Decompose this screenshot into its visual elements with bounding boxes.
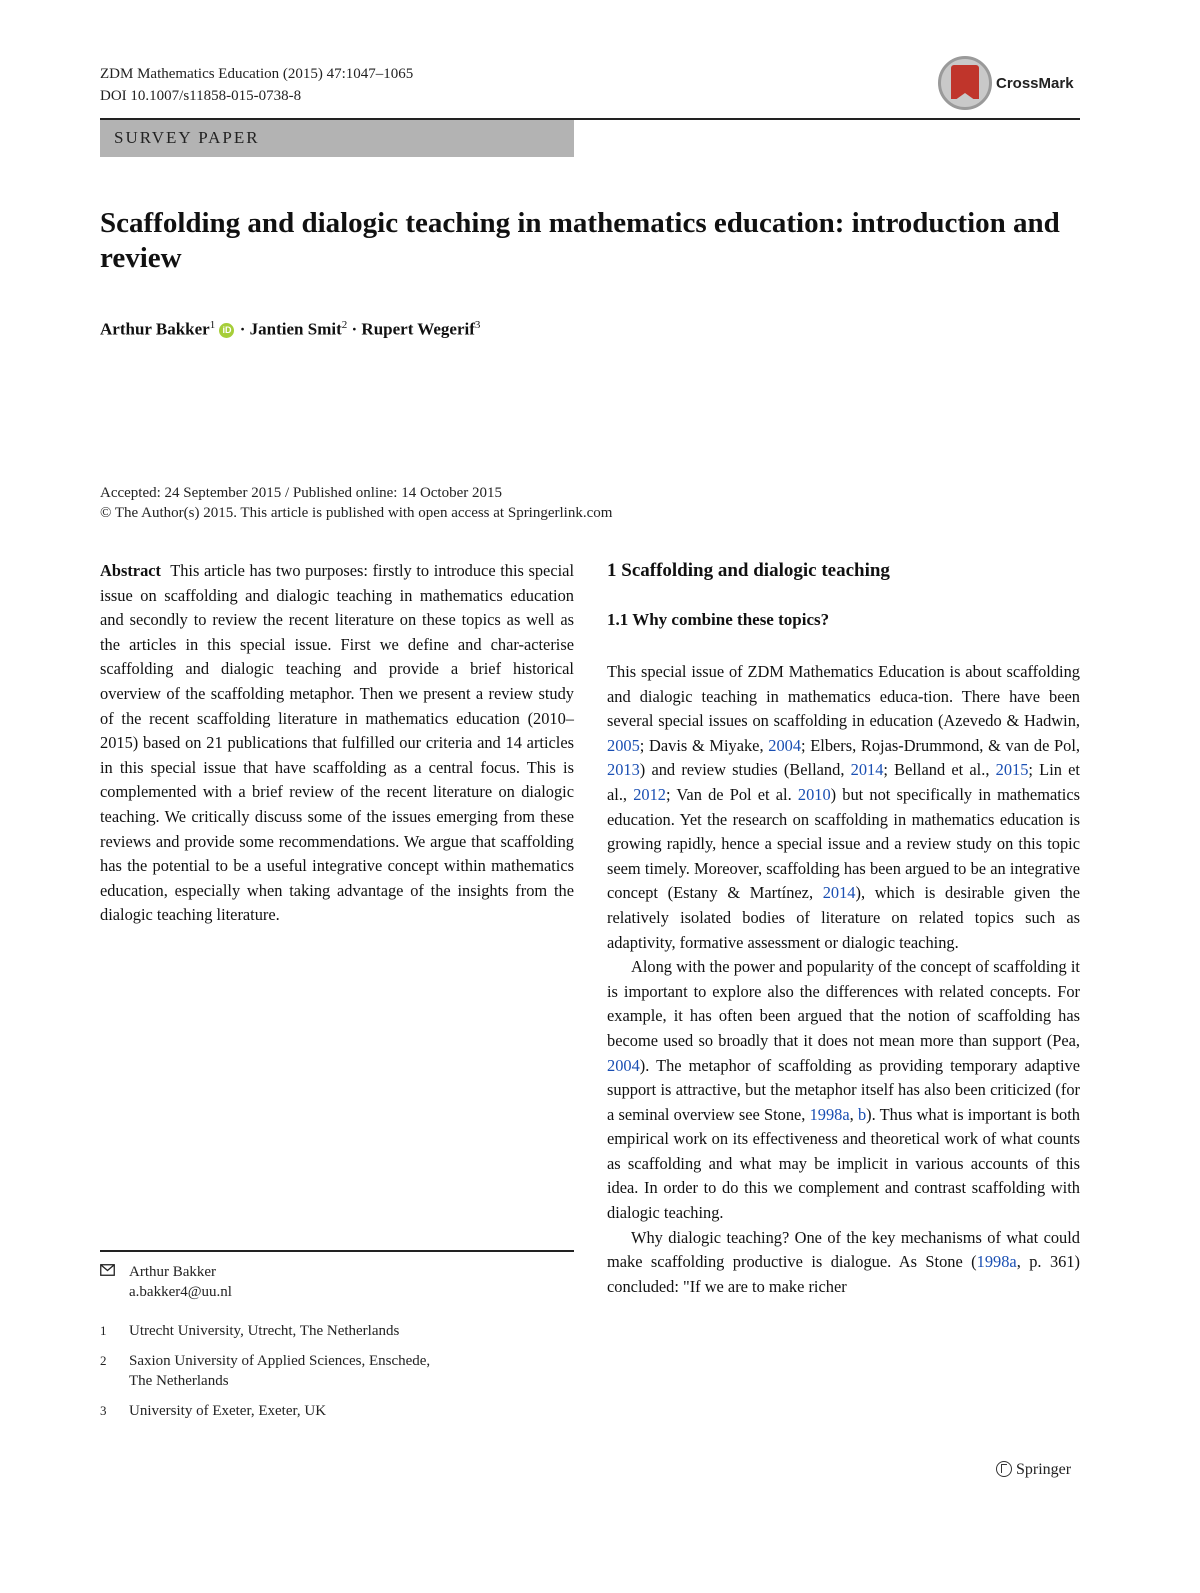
section-type-bar [100,120,574,157]
section-type-label: SURVEY PAPER [114,128,260,147]
envelope-icon [100,1262,115,1282]
paper-title: Scaffolding and dialogic teaching in mathematics education: introduction and review [100,207,1060,274]
springer-horse-icon [996,1461,1012,1477]
body-paragraph [607,1226,1080,1300]
citation-link[interactable]: 2004 [607,1055,640,1075]
author-affiliation-number: 1 [209,319,216,331]
body-text: ; Elbers, Rojas-Drummond, & van de Pol, [801,735,1080,755]
journal-citation: ZDM Mathematics Education (2015) 47:1047–1065 [100,66,414,82]
affiliation-line: Utrecht University, Utrecht, The Netherlands [129,1323,400,1339]
author-list [100,313,480,342]
body-text: ; Van de Pol et al. [665,784,798,804]
abstract-column [100,559,574,928]
contact-email[interactable]: a.bakker4@uu.nl [129,1284,232,1300]
body-paragraph [607,955,1080,1226]
author-affiliation-number: 2 [341,319,348,331]
doi[interactable]: DOI 10.1007/s11858-015-0738-8 [100,88,302,104]
author-name[interactable]: Arthur Bakker [100,319,210,339]
crossmark-badge[interactable] [938,56,1088,116]
citation-link[interactable]: 2005 [607,735,640,755]
body-text: Why dialogic teaching? One of the key mechanisms of what could make scaffolding productive is dialogue. As Stone ( [607,1227,1080,1272]
body-column [607,559,1080,1299]
abstract [100,559,574,928]
citation-link[interactable]: 2014 [850,760,884,780]
citation-link[interactable]: 1998a [976,1252,1017,1272]
subsection-heading: 1.1 Why combine these topics? [607,610,830,629]
abstract-label: Abstract [100,561,161,580]
author-name[interactable]: Rupert Wegerif [361,319,475,339]
crossmark-label: CrossMark [996,75,1074,92]
body-text: ). The metaphor of scaffolding as providing temporary adaptive support is attractive, but the metaphor itself has also been criticized (for a seminal overview see Stone, [607,1055,1080,1124]
body-text: ; Davis & Miyake, [639,735,769,755]
citation-link[interactable]: 2012 [633,784,666,804]
author-affiliation-number: 3 [474,319,481,331]
author-separator: · [351,319,358,339]
citation-link[interactable]: 1998a [809,1104,850,1124]
author-name[interactable]: Jantien Smit [249,319,342,339]
body-text: ). Thus what is important is both empirical work on its effectiveness and theoretical work of what counts as scaffolding and what may be implicit in various accounts of this idea. In order to do this we complement and contrast scaffolding with dialogic teaching. [607,1104,1080,1223]
affiliation-line: The Netherlands [129,1373,229,1389]
citation-link[interactable]: 2014 [822,883,856,903]
body-text: This special issue of ZDM Mathematics Education is about scaffolding and dialogic teaching in mathematics educa-tion. There have been several special issues on scaffolding in education (Azevedo & Hadwin, [607,662,1080,731]
citation-link[interactable]: 2010 [797,784,831,804]
citation-link[interactable]: 2013 [607,760,640,780]
orcid-icon[interactable]: iD [219,323,234,338]
body-text: ), which is desirable given the relatively isolated bodies of literature on related topics such as adaptivity, formative assessment or dialogic teaching. [607,883,1080,952]
affiliation-line: University of Exeter, Exeter, UK [129,1403,327,1419]
citation-link[interactable]: b [857,1104,867,1124]
contact-name: Arthur Bakker [129,1264,217,1280]
publisher-name: Springer [1016,1461,1072,1478]
crossmark-icon [938,56,992,110]
body-text: ; Lin et al., [607,760,1080,804]
body-text: ) but not specifically in mathematics education. Yet the research on scaffolding in mathematics education is growing rapidly, hence a special issue and a review study on this topic seem timely. Moreover, scaffolding has been argued to be an integrative concept (Estany & Martínez, [607,784,1080,903]
author-separator: · [239,319,246,339]
publication-dates: Accepted: 24 September 2015 / Published online: 14 October 2015 [100,485,503,501]
publisher-logo [996,1461,1071,1479]
citation-link[interactable]: 2004 [768,735,802,755]
abstract-text: This article has two purposes: firstly to introduce this special issue on scaffolding and dialogic teaching in mathematics education and secondly to review the recent literature on these topics as well as the articles in this special issue. First we define and char-acterise scaffolding and dialogic teaching and provide a brief historical overview of the scaffolding metaphor. Then we present a review study of the recent scaffolding literature in mathematics education (2010–2015) based on 21 publications that fulfilled our criteria and 14 articles in this special issue that have scaffolding as a central focus. This is complemented with a brief review of the recent literature on dialogic teaching. We critically discuss some of the issues emerging from these reviews and provide some recommendations. We argue that scaffolding has the potential to be a useful integrative concept within mathematics education, especially when taking advantage of the insights from the dialogic teaching literature. [100,561,574,925]
body-text: Along with the power and popularity of the concept of scaffolding it is important to explore also the differences with related concepts. For example, it has often been argued that the notion of scaffolding has become used so broadly that it does not mean more than support (Pea, [607,957,1080,1050]
body-text: ; Belland et al., [883,760,996,780]
footnotes [100,1262,574,1462]
body-text: ) and review studies (Belland, [639,760,851,780]
citation-link[interactable]: 2015 [995,760,1029,780]
body-paragraph [607,660,1080,955]
body-text: , p. 361) concluded: "If we are to make richer [607,1252,1081,1296]
footnote-rule [100,1250,574,1252]
affiliation-number: 1 [100,1323,107,1338]
body-text: , [849,1104,858,1124]
affiliation-line: Saxion University of Applied Sciences, Enschede, [129,1353,431,1369]
section-heading: 1 Scaffolding and dialogic teaching [607,560,890,581]
copyright-notice: © The Author(s) 2015. This article is published with open access at Springerlink.com [100,505,613,521]
affiliation-number: 3 [100,1403,107,1418]
affiliation-number: 2 [100,1353,107,1368]
